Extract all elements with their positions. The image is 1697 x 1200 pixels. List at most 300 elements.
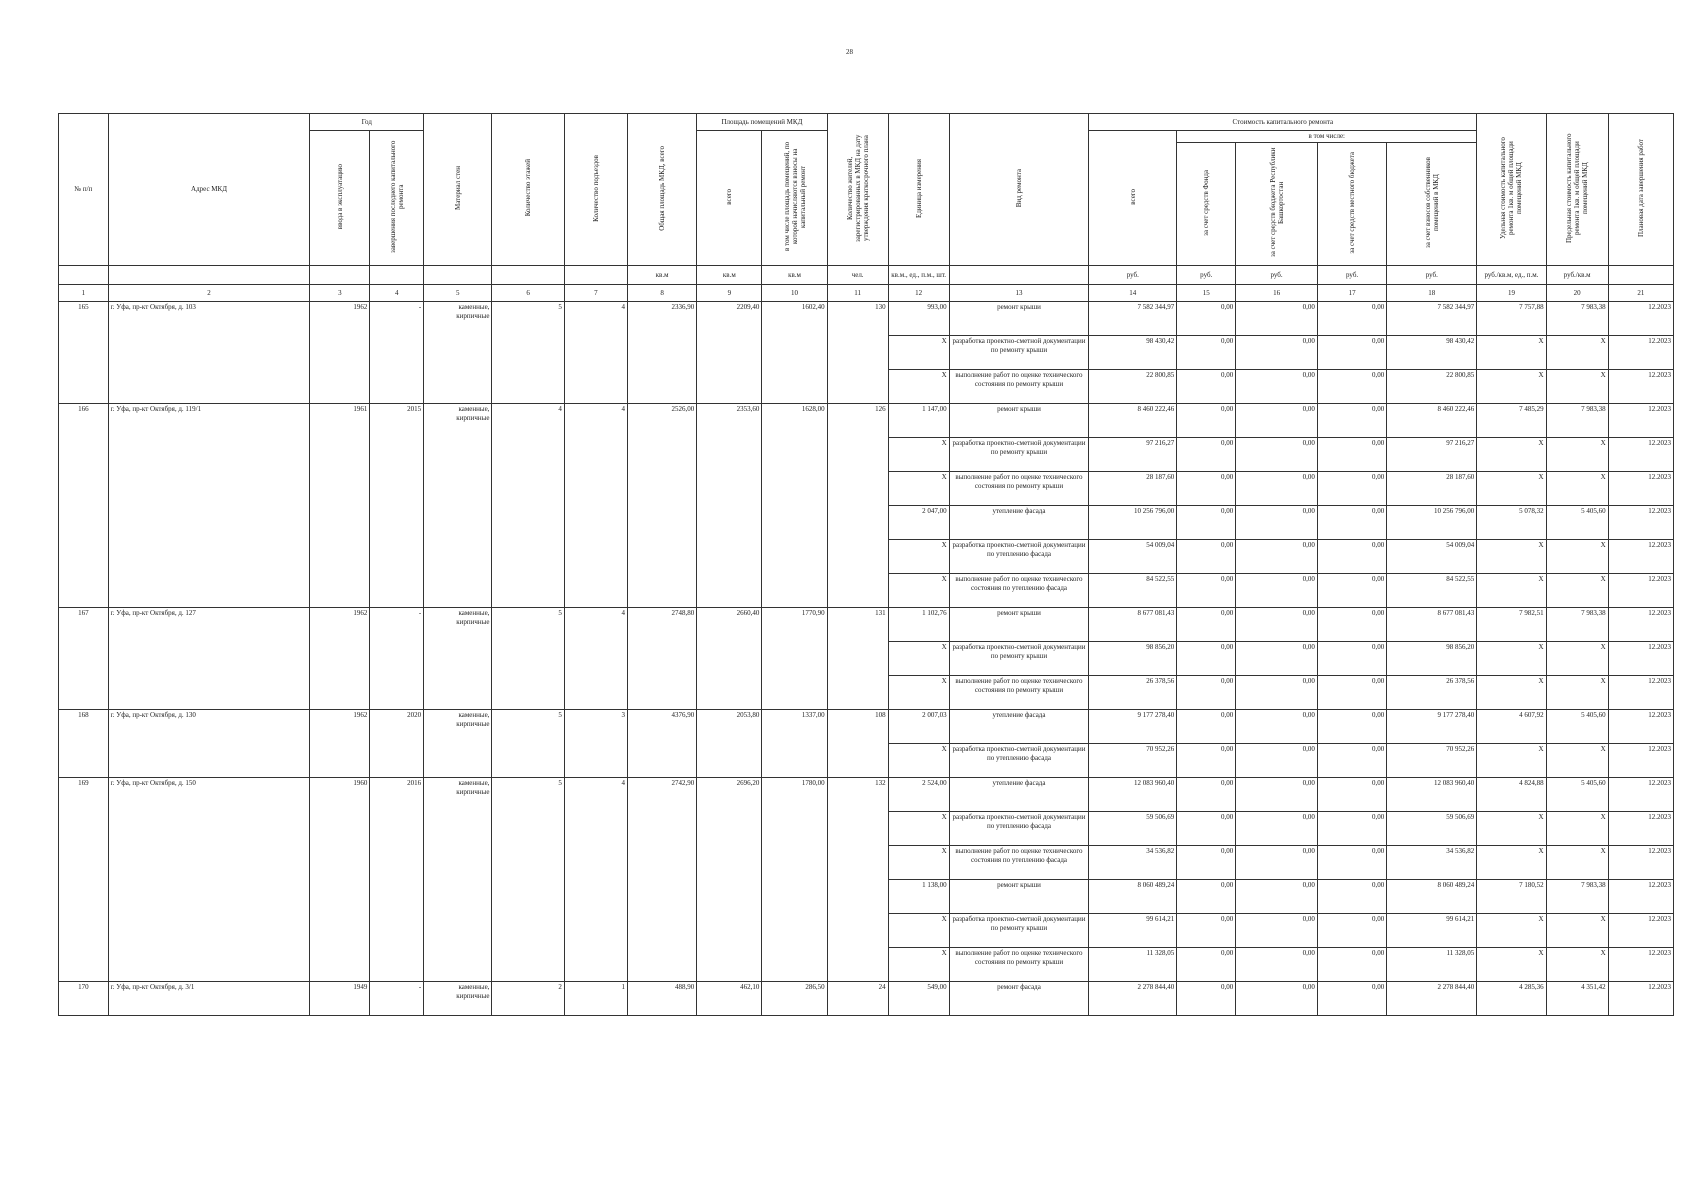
work-specific-cost: X bbox=[1477, 540, 1546, 574]
column-number: 7 bbox=[564, 285, 627, 302]
table-row bbox=[59, 302, 1674, 336]
column-number: 16 bbox=[1236, 285, 1318, 302]
work-cost-total: 97 216,27 bbox=[1089, 438, 1177, 472]
work-deadline: 12.2023 bbox=[1608, 336, 1673, 370]
work-specific-cost: X bbox=[1477, 676, 1546, 710]
work-cost-local: 0,00 bbox=[1317, 948, 1386, 982]
work-cost-fund: 0,00 bbox=[1177, 676, 1236, 710]
header-cost-fund: за счет средств Фонда bbox=[1177, 143, 1236, 266]
house-address: г. Уфа, пр-кт Октября, д. 103 bbox=[108, 302, 310, 404]
table-body bbox=[59, 302, 1674, 1016]
work-cost-fund: 0,00 bbox=[1177, 880, 1236, 914]
house-year-built: 1960 bbox=[310, 778, 370, 982]
house-year-built: 1961 bbox=[310, 404, 370, 608]
header-premises-group: Площадь помещений МКД bbox=[697, 114, 827, 131]
unit-cost-total: руб. bbox=[1089, 266, 1177, 285]
table-row bbox=[59, 404, 1674, 438]
unit-cost-owners: руб. bbox=[1387, 266, 1477, 285]
work-unit: 2 047,00 bbox=[888, 506, 949, 540]
unit-cost-local: руб. bbox=[1317, 266, 1386, 285]
header-incl: в том числе: bbox=[1177, 131, 1477, 143]
house-year-built: 1949 bbox=[310, 982, 370, 1016]
work-cost-fund: 0,00 bbox=[1177, 948, 1236, 982]
header-premises-pay: в том числе площадь помещений, по которой начисляются взносы на капитальный ремонт bbox=[762, 131, 827, 266]
work-cost-total: 12 083 960,40 bbox=[1089, 778, 1177, 812]
work-unit: 2 007,03 bbox=[888, 710, 949, 744]
table-header bbox=[59, 114, 1674, 302]
work-cost-fund: 0,00 bbox=[1177, 370, 1236, 404]
house-walls: каменные, кирпичные bbox=[424, 710, 492, 778]
house-walls: каменные, кирпичные bbox=[424, 302, 492, 404]
work-cost-local: 0,00 bbox=[1317, 574, 1386, 608]
house-residents: 126 bbox=[827, 404, 888, 608]
work-cost-local: 0,00 bbox=[1317, 846, 1386, 880]
house-premises-total: 2696,20 bbox=[697, 778, 762, 982]
header-cost-republic: за счет средств бюджета Республики Башкортостан bbox=[1236, 143, 1318, 266]
work-cost-owners: 54 009,04 bbox=[1387, 540, 1477, 574]
work-cost-republic: 0,00 bbox=[1236, 608, 1318, 642]
work-deadline: 12.2023 bbox=[1608, 540, 1673, 574]
work-cost-republic: 0,00 bbox=[1236, 982, 1318, 1016]
work-specific-cost: X bbox=[1477, 370, 1546, 404]
column-number: 15 bbox=[1177, 285, 1236, 302]
work-cost-local: 0,00 bbox=[1317, 880, 1386, 914]
work-deadline: 12.2023 bbox=[1608, 982, 1673, 1016]
house-year-built: 1962 bbox=[310, 608, 370, 710]
column-number: 14 bbox=[1089, 285, 1177, 302]
work-deadline: 12.2023 bbox=[1608, 880, 1673, 914]
work-cost-republic: 0,00 bbox=[1236, 438, 1318, 472]
work-limit-cost: X bbox=[1546, 370, 1608, 404]
work-cost-total: 8 060 489,24 bbox=[1089, 880, 1177, 914]
work-deadline: 12.2023 bbox=[1608, 744, 1673, 778]
header-residents: Количество жителей, зарегистрированных в МКД на дату утверждения краткосрочного плана bbox=[827, 114, 888, 266]
house-num: 165 bbox=[59, 302, 109, 404]
house-address: г. Уфа, пр-кт Октября, д. 127 bbox=[108, 608, 310, 710]
column-number: 17 bbox=[1317, 285, 1386, 302]
work-limit-cost: 5 405,60 bbox=[1546, 710, 1608, 744]
work-cost-total: 34 536,82 bbox=[1089, 846, 1177, 880]
work-specific-cost: X bbox=[1477, 914, 1546, 948]
house-entrances: 4 bbox=[564, 302, 627, 404]
work-unit: 1 147,00 bbox=[888, 404, 949, 438]
work-cost-local: 0,00 bbox=[1317, 914, 1386, 948]
house-floors: 5 bbox=[492, 778, 564, 982]
work-unit: X bbox=[888, 914, 949, 948]
house-num: 168 bbox=[59, 710, 109, 778]
house-year-repair: 2016 bbox=[370, 778, 424, 982]
house-total-area: 488,90 bbox=[627, 982, 696, 1016]
work-type: разработка проектно-сметной документации по ремонту крыши bbox=[949, 642, 1089, 676]
work-cost-total: 11 328,05 bbox=[1089, 948, 1177, 982]
table-row bbox=[59, 710, 1674, 744]
house-total-area: 2526,00 bbox=[627, 404, 696, 608]
work-specific-cost: 7 757,88 bbox=[1477, 302, 1546, 336]
header-work-type: Вид ремонта bbox=[949, 114, 1089, 266]
work-limit-cost: X bbox=[1546, 540, 1608, 574]
house-entrances: 4 bbox=[564, 778, 627, 982]
work-specific-cost: X bbox=[1477, 336, 1546, 370]
work-unit: X bbox=[888, 336, 949, 370]
header-walls: Материал стен bbox=[424, 114, 492, 266]
unit-premises-pay: кв.м bbox=[762, 266, 827, 285]
house-walls: каменные, кирпичные bbox=[424, 608, 492, 710]
work-limit-cost: 7 983,38 bbox=[1546, 608, 1608, 642]
work-cost-local: 0,00 bbox=[1317, 540, 1386, 574]
header-total-area: Общая площадь МКД, всего bbox=[627, 114, 696, 266]
work-cost-republic: 0,00 bbox=[1236, 574, 1318, 608]
house-address: г. Уфа, пр-кт Октября, д. 3/1 bbox=[108, 982, 310, 1016]
column-number: 11 bbox=[827, 285, 888, 302]
header-year-group: Год bbox=[310, 114, 424, 131]
table-row bbox=[59, 778, 1674, 812]
work-type: выполнение работ по оценке технического состояния по утеплению фасада bbox=[949, 574, 1089, 608]
work-cost-owners: 84 522,55 bbox=[1387, 574, 1477, 608]
house-floors: 5 bbox=[492, 710, 564, 778]
work-type: ремонт крыши bbox=[949, 880, 1089, 914]
work-deadline: 12.2023 bbox=[1608, 914, 1673, 948]
column-number: 9 bbox=[697, 285, 762, 302]
column-number: 20 bbox=[1546, 285, 1608, 302]
work-cost-fund: 0,00 bbox=[1177, 404, 1236, 438]
work-cost-owners: 99 614,21 bbox=[1387, 914, 1477, 948]
header-floors: Количество этажей bbox=[492, 114, 564, 266]
work-specific-cost: X bbox=[1477, 438, 1546, 472]
header-year-last-repair: завершения последнего капитального ремонта bbox=[370, 131, 424, 266]
work-cost-local: 0,00 bbox=[1317, 676, 1386, 710]
work-cost-fund: 0,00 bbox=[1177, 302, 1236, 336]
unit-unit: кв.м., ед., п.м., шт. bbox=[888, 266, 949, 285]
header-address: Адрес МКД bbox=[108, 114, 310, 266]
work-cost-fund: 0,00 bbox=[1177, 812, 1236, 846]
work-deadline: 12.2023 bbox=[1608, 404, 1673, 438]
work-deadline: 12.2023 bbox=[1608, 370, 1673, 404]
work-specific-cost: 7 485,29 bbox=[1477, 404, 1546, 438]
work-specific-cost: 7 982,51 bbox=[1477, 608, 1546, 642]
work-cost-total: 8 677 081,43 bbox=[1089, 608, 1177, 642]
work-cost-republic: 0,00 bbox=[1236, 370, 1318, 404]
column-number: 5 bbox=[424, 285, 492, 302]
work-type: ремонт крыши bbox=[949, 302, 1089, 336]
work-cost-republic: 0,00 bbox=[1236, 846, 1318, 880]
work-cost-owners: 98 856,20 bbox=[1387, 642, 1477, 676]
house-year-built: 1962 bbox=[310, 710, 370, 778]
work-unit: 1 138,00 bbox=[888, 880, 949, 914]
work-specific-cost: X bbox=[1477, 744, 1546, 778]
header-specific-cost: Удельная стоимость капитального ремонта 1кв. м общей площади помещений МКД bbox=[1477, 114, 1546, 266]
work-type: ремонт крыши bbox=[949, 404, 1089, 438]
work-deadline: 12.2023 bbox=[1608, 302, 1673, 336]
house-floors: 4 bbox=[492, 404, 564, 608]
house-premises-total: 2053,80 bbox=[697, 710, 762, 778]
work-cost-total: 59 506,69 bbox=[1089, 812, 1177, 846]
work-unit: X bbox=[888, 438, 949, 472]
work-cost-fund: 0,00 bbox=[1177, 914, 1236, 948]
work-cost-local: 0,00 bbox=[1317, 642, 1386, 676]
work-deadline: 12.2023 bbox=[1608, 778, 1673, 812]
house-walls: каменные, кирпичные bbox=[424, 404, 492, 608]
work-cost-republic: 0,00 bbox=[1236, 506, 1318, 540]
work-cost-fund: 0,00 bbox=[1177, 438, 1236, 472]
work-limit-cost: X bbox=[1546, 574, 1608, 608]
house-premises-total: 462,10 bbox=[697, 982, 762, 1016]
house-num: 169 bbox=[59, 778, 109, 982]
work-cost-republic: 0,00 bbox=[1236, 710, 1318, 744]
house-year-repair: 2020 bbox=[370, 710, 424, 778]
work-unit: X bbox=[888, 642, 949, 676]
work-specific-cost: X bbox=[1477, 812, 1546, 846]
house-total-area: 2336,90 bbox=[627, 302, 696, 404]
work-specific-cost: 4 824,88 bbox=[1477, 778, 1546, 812]
work-specific-cost: 5 078,32 bbox=[1477, 506, 1546, 540]
work-cost-local: 0,00 bbox=[1317, 370, 1386, 404]
work-limit-cost: 4 351,42 bbox=[1546, 982, 1608, 1016]
work-cost-republic: 0,00 bbox=[1236, 778, 1318, 812]
house-premises-total: 2660,40 bbox=[697, 608, 762, 710]
work-limit-cost: X bbox=[1546, 948, 1608, 982]
work-cost-total: 26 378,56 bbox=[1089, 676, 1177, 710]
work-cost-fund: 0,00 bbox=[1177, 472, 1236, 506]
work-specific-cost: 4 285,36 bbox=[1477, 982, 1546, 1016]
work-unit: X bbox=[888, 846, 949, 880]
house-premises-pay: 1770,90 bbox=[762, 608, 827, 710]
work-cost-total: 22 800,85 bbox=[1089, 370, 1177, 404]
table-row bbox=[59, 982, 1674, 1016]
work-unit: X bbox=[888, 574, 949, 608]
work-deadline: 12.2023 bbox=[1608, 472, 1673, 506]
work-limit-cost: 5 405,60 bbox=[1546, 778, 1608, 812]
work-unit: X bbox=[888, 540, 949, 574]
house-entrances: 1 bbox=[564, 982, 627, 1016]
house-premises-total: 2209,40 bbox=[697, 302, 762, 404]
header-cost-total: всего bbox=[1089, 131, 1177, 266]
work-limit-cost: X bbox=[1546, 336, 1608, 370]
work-cost-republic: 0,00 bbox=[1236, 812, 1318, 846]
work-unit: 549,00 bbox=[888, 982, 949, 1016]
house-floors: 5 bbox=[492, 302, 564, 404]
header-cost-group: Стоимость капитального ремонта bbox=[1089, 114, 1477, 131]
work-limit-cost: 5 405,60 bbox=[1546, 506, 1608, 540]
column-number: 12 bbox=[888, 285, 949, 302]
work-cost-local: 0,00 bbox=[1317, 812, 1386, 846]
header-entrances: Количество подъездов bbox=[564, 114, 627, 266]
house-premises-pay: 286,50 bbox=[762, 982, 827, 1016]
house-floors: 5 bbox=[492, 608, 564, 710]
capital-repair-register-table bbox=[58, 113, 1674, 1016]
house-premises-pay: 1780,00 bbox=[762, 778, 827, 982]
column-number: 13 bbox=[949, 285, 1089, 302]
work-deadline: 12.2023 bbox=[1608, 676, 1673, 710]
house-num: 167 bbox=[59, 608, 109, 710]
house-total-area: 2742,90 bbox=[627, 778, 696, 982]
work-limit-cost: X bbox=[1546, 472, 1608, 506]
house-residents: 132 bbox=[827, 778, 888, 982]
work-cost-total: 7 582 344,97 bbox=[1089, 302, 1177, 336]
house-premises-pay: 1602,40 bbox=[762, 302, 827, 404]
work-cost-total: 99 614,21 bbox=[1089, 914, 1177, 948]
work-cost-owners: 26 378,56 bbox=[1387, 676, 1477, 710]
work-cost-republic: 0,00 bbox=[1236, 540, 1318, 574]
work-type: выполнение работ по оценке технического состояния по ремонту крыши bbox=[949, 472, 1089, 506]
house-residents: 131 bbox=[827, 608, 888, 710]
work-type: утепление фасада bbox=[949, 710, 1089, 744]
house-num: 170 bbox=[59, 982, 109, 1016]
work-unit: X bbox=[888, 812, 949, 846]
work-type: выполнение работ по оценке технического состояния по ремонту крыши bbox=[949, 948, 1089, 982]
units-row bbox=[59, 266, 1674, 285]
column-number: 3 bbox=[310, 285, 370, 302]
column-number: 4 bbox=[370, 285, 424, 302]
work-cost-fund: 0,00 bbox=[1177, 574, 1236, 608]
work-cost-total: 28 187,60 bbox=[1089, 472, 1177, 506]
work-unit: 1 102,76 bbox=[888, 608, 949, 642]
work-cost-republic: 0,00 bbox=[1236, 302, 1318, 336]
unit-cost-fund: руб. bbox=[1177, 266, 1236, 285]
work-type: разработка проектно-сметной документации по утеплению фасада bbox=[949, 744, 1089, 778]
header-deadline: Плановая дата завершения работ bbox=[1608, 114, 1673, 266]
house-premises-pay: 1628,00 bbox=[762, 404, 827, 608]
work-cost-owners: 9 177 278,40 bbox=[1387, 710, 1477, 744]
work-type: выполнение работ по оценке технического состояния по утеплению фасада bbox=[949, 846, 1089, 880]
work-limit-cost: X bbox=[1546, 812, 1608, 846]
work-cost-total: 10 256 796,00 bbox=[1089, 506, 1177, 540]
work-type: ремонт фасада bbox=[949, 982, 1089, 1016]
column-number: 6 bbox=[492, 285, 564, 302]
work-cost-fund: 0,00 bbox=[1177, 846, 1236, 880]
work-cost-owners: 11 328,05 bbox=[1387, 948, 1477, 982]
work-type: разработка проектно-сметной документации по ремонту крыши bbox=[949, 438, 1089, 472]
house-premises-total: 2353,60 bbox=[697, 404, 762, 608]
column-number: 18 bbox=[1387, 285, 1477, 302]
work-cost-fund: 0,00 bbox=[1177, 608, 1236, 642]
work-cost-local: 0,00 bbox=[1317, 710, 1386, 744]
work-deadline: 12.2023 bbox=[1608, 846, 1673, 880]
work-cost-republic: 0,00 bbox=[1236, 744, 1318, 778]
work-type: разработка проектно-сметной документации по ремонту крыши bbox=[949, 336, 1089, 370]
work-cost-local: 0,00 bbox=[1317, 982, 1386, 1016]
page-number: 28 bbox=[846, 48, 853, 56]
work-deadline: 12.2023 bbox=[1608, 608, 1673, 642]
table-row bbox=[59, 608, 1674, 642]
work-unit: X bbox=[888, 948, 949, 982]
work-cost-total: 98 856,20 bbox=[1089, 642, 1177, 676]
column-number: 10 bbox=[762, 285, 827, 302]
header-year-commission: ввода в эксплуатацию bbox=[310, 131, 370, 266]
work-cost-local: 0,00 bbox=[1317, 438, 1386, 472]
work-specific-cost: 4 607,92 bbox=[1477, 710, 1546, 744]
work-specific-cost: 7 180,52 bbox=[1477, 880, 1546, 914]
work-limit-cost: 7 983,38 bbox=[1546, 880, 1608, 914]
header-cost-owners: за счет взносов собственников помещений в МКД bbox=[1387, 143, 1477, 266]
work-limit-cost: 7 983,38 bbox=[1546, 404, 1608, 438]
work-deadline: 12.2023 bbox=[1608, 574, 1673, 608]
work-cost-owners: 8 060 489,24 bbox=[1387, 880, 1477, 914]
column-number: 8 bbox=[627, 285, 696, 302]
work-limit-cost: X bbox=[1546, 438, 1608, 472]
work-cost-owners: 97 216,27 bbox=[1387, 438, 1477, 472]
house-residents: 130 bbox=[827, 302, 888, 404]
work-cost-owners: 28 187,60 bbox=[1387, 472, 1477, 506]
work-specific-cost: X bbox=[1477, 948, 1546, 982]
header-num: № п/п bbox=[59, 114, 109, 266]
header-premises-total: всего bbox=[697, 131, 762, 266]
work-cost-fund: 0,00 bbox=[1177, 710, 1236, 744]
work-unit: 993,00 bbox=[888, 302, 949, 336]
work-cost-total: 70 952,26 bbox=[1089, 744, 1177, 778]
work-cost-owners: 59 506,69 bbox=[1387, 812, 1477, 846]
work-type: утепление фасада bbox=[949, 778, 1089, 812]
work-type: выполнение работ по оценке технического состояния по ремонту крыши bbox=[949, 370, 1089, 404]
work-cost-republic: 0,00 bbox=[1236, 472, 1318, 506]
house-entrances: 3 bbox=[564, 710, 627, 778]
work-cost-republic: 0,00 bbox=[1236, 914, 1318, 948]
house-residents: 108 bbox=[827, 710, 888, 778]
column-number: 19 bbox=[1477, 285, 1546, 302]
unit-specific-cost: руб./кв.м, ед., п.м. bbox=[1477, 266, 1546, 285]
unit-total-area: кв.м bbox=[627, 266, 696, 285]
work-unit: X bbox=[888, 370, 949, 404]
house-entrances: 4 bbox=[564, 608, 627, 710]
work-cost-owners: 70 952,26 bbox=[1387, 744, 1477, 778]
work-type: разработка проектно-сметной документации по утеплению фасада bbox=[949, 540, 1089, 574]
work-cost-fund: 0,00 bbox=[1177, 982, 1236, 1016]
work-cost-owners: 8 460 222,46 bbox=[1387, 404, 1477, 438]
work-deadline: 12.2023 bbox=[1608, 642, 1673, 676]
house-total-area: 2748,80 bbox=[627, 608, 696, 710]
column-number: 1 bbox=[59, 285, 109, 302]
work-cost-owners: 8 677 081,43 bbox=[1387, 608, 1477, 642]
house-year-built: 1962 bbox=[310, 302, 370, 404]
header-unit: Единица измерения bbox=[888, 114, 949, 266]
work-cost-republic: 0,00 bbox=[1236, 880, 1318, 914]
work-cost-total: 9 177 278,40 bbox=[1089, 710, 1177, 744]
house-walls: каменные, кирпичные bbox=[424, 982, 492, 1016]
house-floors: 2 bbox=[492, 982, 564, 1016]
house-total-area: 4376,90 bbox=[627, 710, 696, 778]
work-limit-cost: X bbox=[1546, 744, 1608, 778]
work-deadline: 12.2023 bbox=[1608, 710, 1673, 744]
house-address: г. Уфа, пр-кт Октября, д. 150 bbox=[108, 778, 310, 982]
work-cost-owners: 7 582 344,97 bbox=[1387, 302, 1477, 336]
work-cost-total: 54 009,04 bbox=[1089, 540, 1177, 574]
work-cost-local: 0,00 bbox=[1317, 472, 1386, 506]
work-unit: X bbox=[888, 472, 949, 506]
work-cost-local: 0,00 bbox=[1317, 302, 1386, 336]
work-cost-fund: 0,00 bbox=[1177, 778, 1236, 812]
work-limit-cost: X bbox=[1546, 676, 1608, 710]
work-cost-owners: 2 278 844,40 bbox=[1387, 982, 1477, 1016]
unit-cost-republic: руб. bbox=[1236, 266, 1318, 285]
work-cost-fund: 0,00 bbox=[1177, 540, 1236, 574]
column-numbers-row bbox=[59, 285, 1674, 302]
work-type: ремонт крыши bbox=[949, 608, 1089, 642]
work-deadline: 12.2023 bbox=[1608, 506, 1673, 540]
work-cost-local: 0,00 bbox=[1317, 506, 1386, 540]
column-number: 2 bbox=[108, 285, 310, 302]
work-unit: 2 524,00 bbox=[888, 778, 949, 812]
work-type: утепление фасада bbox=[949, 506, 1089, 540]
work-specific-cost: X bbox=[1477, 574, 1546, 608]
house-year-repair: - bbox=[370, 982, 424, 1016]
work-cost-local: 0,00 bbox=[1317, 336, 1386, 370]
unit-premises-total: кв.м bbox=[697, 266, 762, 285]
work-deadline: 12.2023 bbox=[1608, 438, 1673, 472]
work-deadline: 12.2023 bbox=[1608, 812, 1673, 846]
house-premises-pay: 1337,00 bbox=[762, 710, 827, 778]
work-cost-republic: 0,00 bbox=[1236, 642, 1318, 676]
work-cost-fund: 0,00 bbox=[1177, 744, 1236, 778]
work-cost-owners: 34 536,82 bbox=[1387, 846, 1477, 880]
